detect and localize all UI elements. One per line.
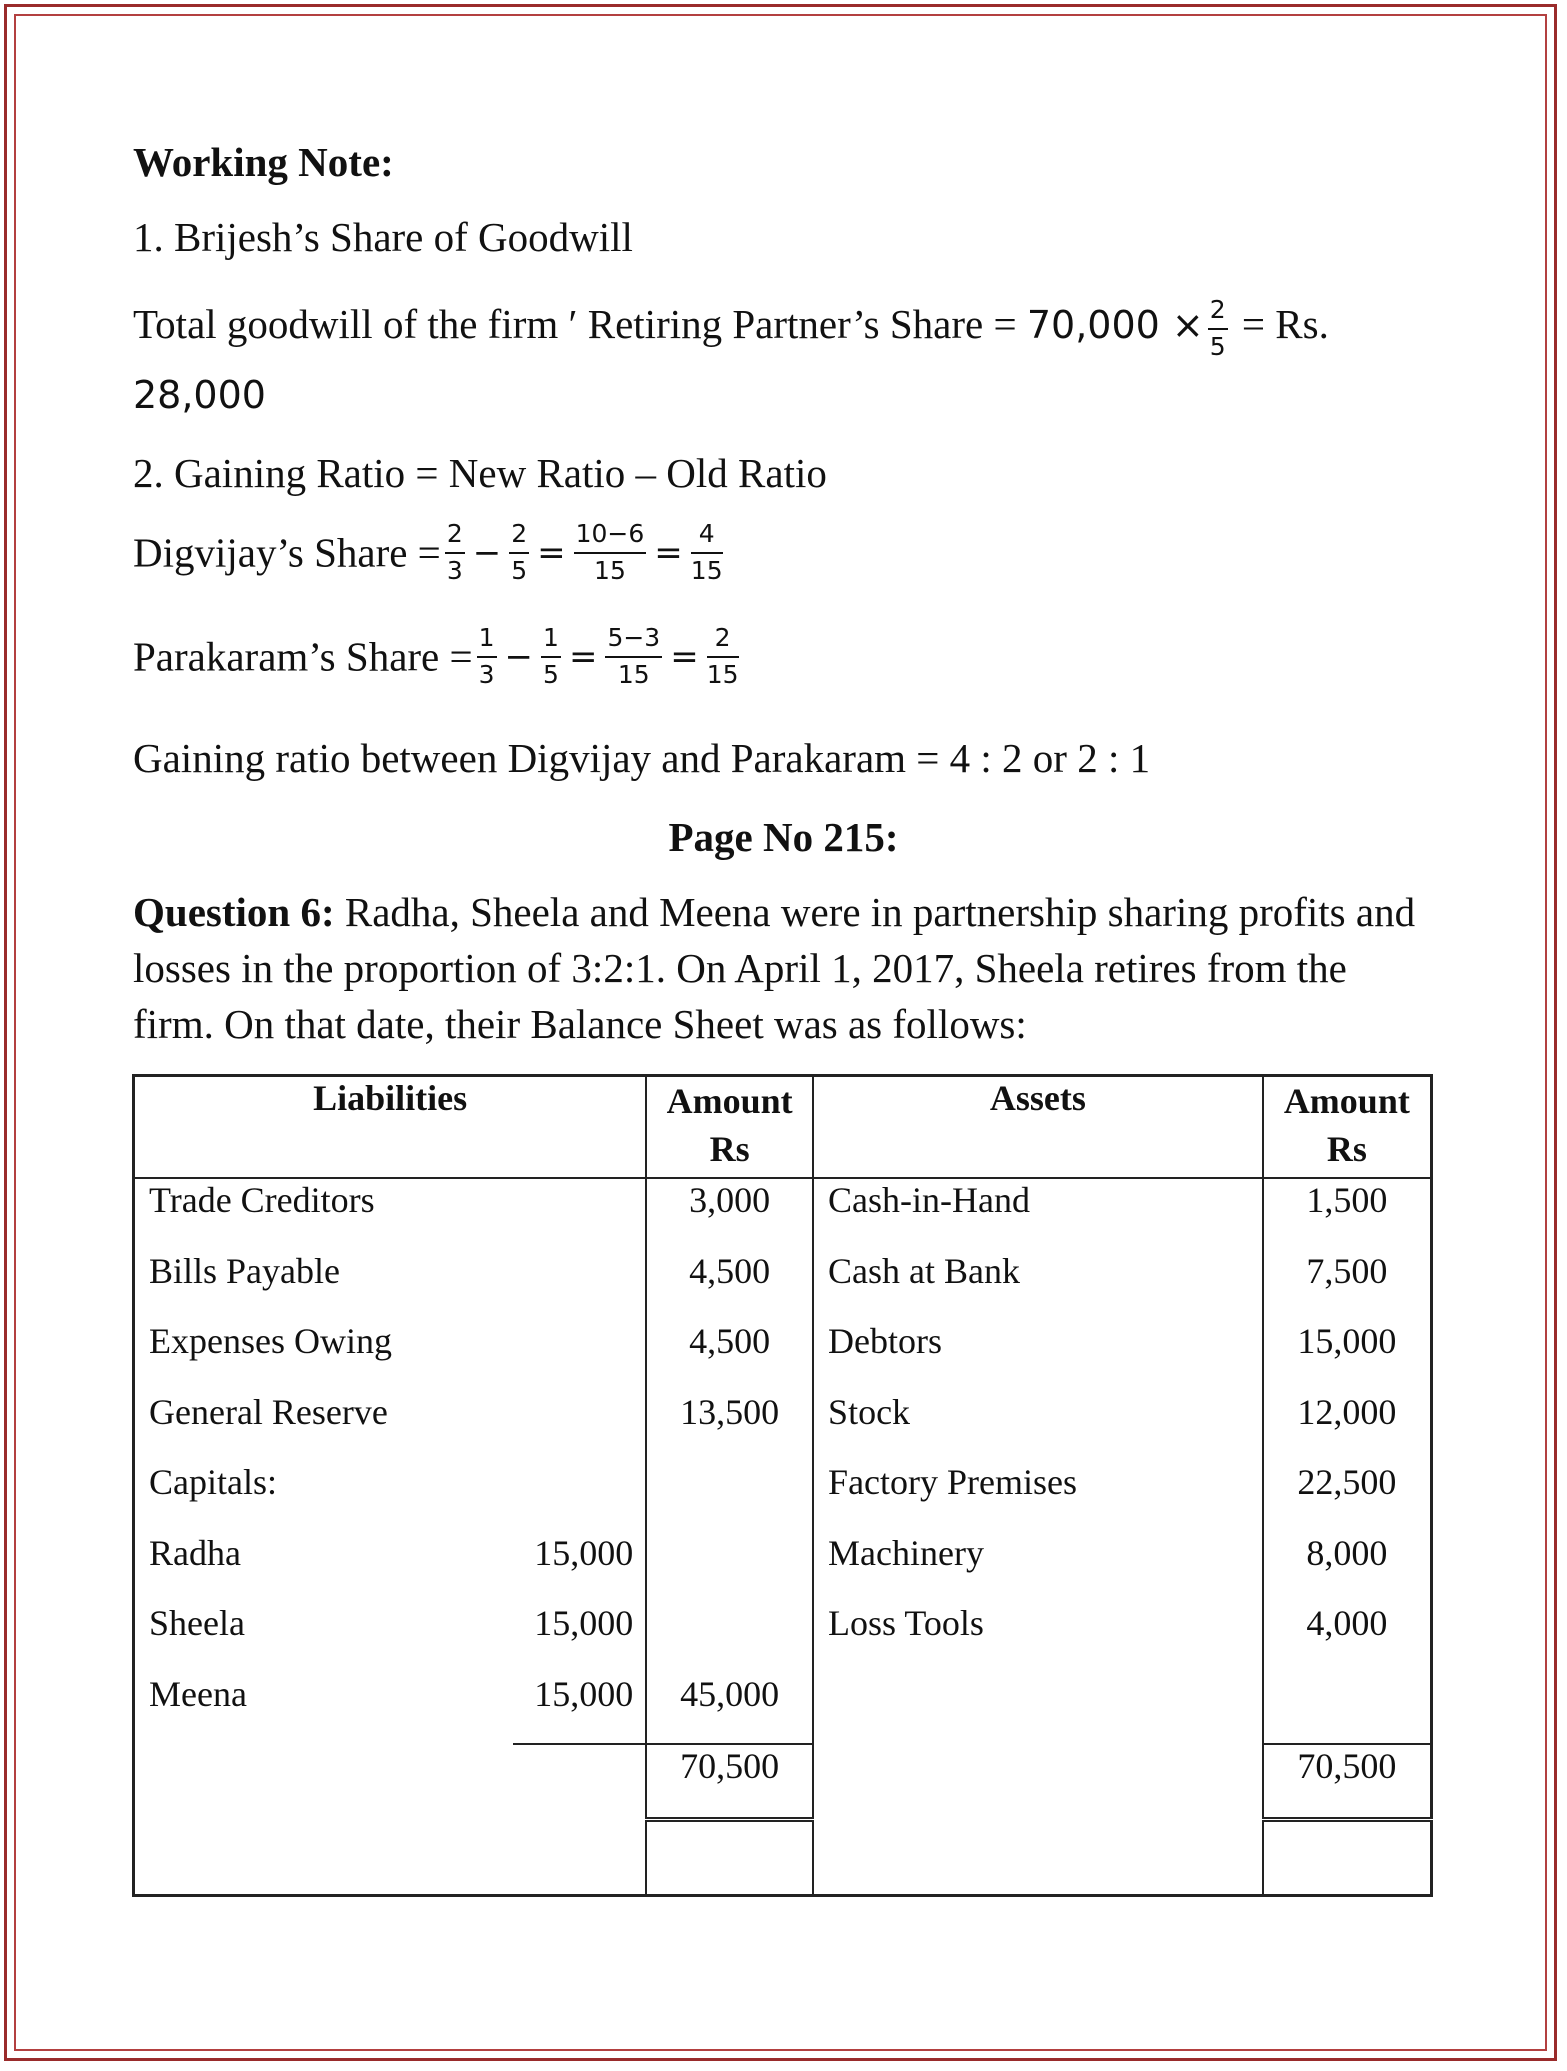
table-row bbox=[134, 1178, 1432, 1250]
asset-amount: 1,500 bbox=[1263, 1178, 1432, 1250]
liability-name: Meena bbox=[149, 1673, 247, 1714]
frac-num: 1 bbox=[541, 624, 561, 658]
question-text: Radha, Sheela and Meena were in partnership sharing profits and losses in the proportion of 3:2:1. On April 1, 2017, Sheela retires from the firm. On that date, their Balance Sheet was as follows: bbox=[133, 889, 1416, 1047]
capital-sub-amount: 15,000 bbox=[534, 1603, 634, 1643]
frac-den: 5 bbox=[543, 659, 559, 689]
liability-amount: 4,500 bbox=[646, 1320, 813, 1391]
frac-num: 2 bbox=[509, 520, 529, 554]
parakaram-share: Parakaram’s Share = $\frac{1}{3}$ − $\frac{1}{5}$ = $\frac{5-3}{15}$ = $\frac{2}{15}$ bbox=[133, 623, 739, 689]
asset-name: Stock bbox=[813, 1391, 1263, 1462]
asset-amount-header bbox=[1263, 1076, 1432, 1179]
question-label: Question 6: bbox=[133, 889, 335, 935]
blank-cell bbox=[134, 1820, 514, 1896]
capital-sub-amount bbox=[513, 1461, 646, 1532]
digvijay-share: Digvijay’s Share = $\frac{2}{3}$ − $\frac{2}{5}$ = $\frac{10-6}{15}$ = $\frac{4}{15}$ bbox=[133, 519, 723, 585]
double-rule-liabilities bbox=[646, 1820, 813, 1896]
liability-name: General Reserve bbox=[149, 1391, 388, 1432]
goodwill-frac-den: 5 bbox=[1209, 331, 1226, 361]
goodwill-line-text: Total goodwill of the firm ′ Retiring Partner’s Share = bbox=[133, 301, 1017, 348]
capital-sub-amount: 15,000 bbox=[534, 1673, 634, 1714]
asset-name: Loss Tools bbox=[813, 1602, 1263, 1673]
frac-num: 10−6 bbox=[574, 520, 647, 554]
table-row bbox=[134, 1461, 1432, 1532]
frac-den: 15 bbox=[617, 659, 650, 689]
digvijay-frac-d bbox=[691, 520, 723, 586]
parakaram-frac-a bbox=[477, 624, 497, 690]
balance-sheet-table bbox=[132, 1074, 1433, 1897]
digvijay-frac-b bbox=[509, 520, 529, 586]
gaining-ratio-line: Gaining ratio between Digvijay and Parakaram = 4 : 2 or 2 : 1 bbox=[133, 735, 1151, 781]
asset-name: Debtors bbox=[813, 1320, 1263, 1391]
parakaram-frac-c bbox=[605, 624, 662, 690]
table-row bbox=[134, 1602, 1432, 1673]
table-row bbox=[134, 1250, 1432, 1321]
question-paragraph bbox=[133, 884, 1433, 1052]
currency-label: Rs bbox=[709, 1129, 750, 1169]
frac-num: 5−3 bbox=[605, 624, 662, 658]
parakaram-label: Parakaram’s Share = bbox=[133, 633, 473, 680]
liability-name: Bills Payable bbox=[149, 1250, 340, 1291]
capital-sub-amount: 15,000 bbox=[534, 1532, 634, 1573]
asset-amount: 8,000 bbox=[1263, 1532, 1432, 1603]
asset-name bbox=[813, 1673, 1263, 1745]
blank-cell bbox=[513, 1820, 646, 1896]
asset-amount: 7,500 bbox=[1263, 1250, 1432, 1321]
parakaram-frac-d bbox=[707, 624, 739, 690]
frac-num: 4 bbox=[691, 520, 723, 554]
blank-cell bbox=[813, 1744, 1263, 1820]
liability-name: Sheela bbox=[149, 1603, 245, 1643]
capital-sub-amount bbox=[513, 1391, 646, 1462]
item1-title: 1. Brijesh’s Share of Goodwill bbox=[133, 214, 633, 260]
amount-label: Amount bbox=[666, 1081, 793, 1121]
liab-amount-header bbox=[646, 1076, 813, 1179]
asset-amount: 12,000 bbox=[1263, 1391, 1432, 1462]
goodwill-line bbox=[133, 296, 1329, 362]
frac-den: 15 bbox=[690, 555, 723, 585]
table-row bbox=[134, 1391, 1432, 1462]
asset-amount: 4,000 bbox=[1263, 1602, 1432, 1673]
liability-amount: 45,000 bbox=[646, 1673, 813, 1745]
asset-amount: 15,000 bbox=[1263, 1320, 1432, 1391]
asset-name: Machinery bbox=[813, 1532, 1263, 1603]
table-row bbox=[134, 1532, 1432, 1603]
liability-amount: 4,500 bbox=[646, 1250, 813, 1321]
digvijay-label: Digvijay’s Share = bbox=[133, 529, 441, 576]
frac-num: 1 bbox=[477, 624, 497, 658]
liability-name: Capitals: bbox=[149, 1462, 277, 1502]
total-liabilities: 70,500 bbox=[646, 1744, 813, 1820]
total-assets: 70,500 bbox=[1263, 1744, 1432, 1820]
frac-den: 5 bbox=[511, 555, 528, 585]
double-rule-assets bbox=[1263, 1820, 1432, 1896]
liability-amount bbox=[646, 1602, 813, 1673]
goodwill-frac-num: 2 bbox=[1208, 296, 1228, 330]
frac-num: 2 bbox=[445, 520, 465, 554]
capital-sub-amount bbox=[513, 1320, 646, 1391]
frac-den: 3 bbox=[478, 659, 495, 689]
frac-den: 3 bbox=[446, 555, 463, 585]
table-row bbox=[134, 1673, 1432, 1745]
amount-label: Amount bbox=[1283, 1081, 1410, 1121]
capital-sub-amount bbox=[513, 1178, 646, 1250]
closing-row bbox=[134, 1820, 1432, 1896]
assets-header: Assets bbox=[813, 1076, 1263, 1179]
liability-name: Radha bbox=[149, 1532, 241, 1573]
page-heading: Page No 215: bbox=[668, 814, 899, 860]
asset-name: Factory Premises bbox=[813, 1461, 1263, 1532]
table-header-row bbox=[134, 1076, 1432, 1179]
goodwill-eq: = Rs. bbox=[1241, 301, 1329, 348]
asset-name: Cash-in-Hand bbox=[813, 1178, 1263, 1250]
asset-amount bbox=[1263, 1673, 1432, 1745]
goodwill-fraction bbox=[1208, 296, 1228, 362]
frac-num: 2 bbox=[707, 624, 739, 658]
blank-cell bbox=[813, 1820, 1263, 1896]
currency-label: Rs bbox=[1326, 1129, 1367, 1169]
liability-amount bbox=[646, 1532, 813, 1603]
asset-name: Cash at Bank bbox=[813, 1250, 1263, 1321]
item2-title: 2. Gaining Ratio = New Ratio – Old Ratio bbox=[133, 450, 827, 496]
table-row bbox=[134, 1320, 1432, 1391]
asset-amount: 22,500 bbox=[1263, 1461, 1432, 1532]
digvijay-frac-a bbox=[445, 520, 465, 586]
digvijay-frac-c bbox=[574, 520, 647, 586]
working-note-heading: Working Note: bbox=[133, 139, 394, 185]
liabilities-header: Liabilities bbox=[134, 1076, 647, 1179]
liability-name: Expenses Owing bbox=[149, 1321, 392, 1361]
liability-amount: 3,000 bbox=[646, 1178, 813, 1250]
frac-den: 15 bbox=[706, 659, 739, 689]
frac-den: 15 bbox=[594, 555, 626, 585]
liability-amount bbox=[646, 1461, 813, 1532]
liability-amount: 13,500 bbox=[646, 1391, 813, 1462]
totals-row bbox=[134, 1744, 1432, 1820]
blank-cell bbox=[134, 1744, 514, 1820]
goodwill-calc: 70,000 × bbox=[1026, 303, 1204, 348]
goodwill-result: 28,000 bbox=[133, 373, 266, 417]
parakaram-frac-b bbox=[541, 624, 561, 690]
capital-sub-amount bbox=[513, 1250, 646, 1321]
capital-subtotal-rule bbox=[513, 1744, 646, 1820]
liability-name: Trade Creditors bbox=[149, 1180, 375, 1220]
